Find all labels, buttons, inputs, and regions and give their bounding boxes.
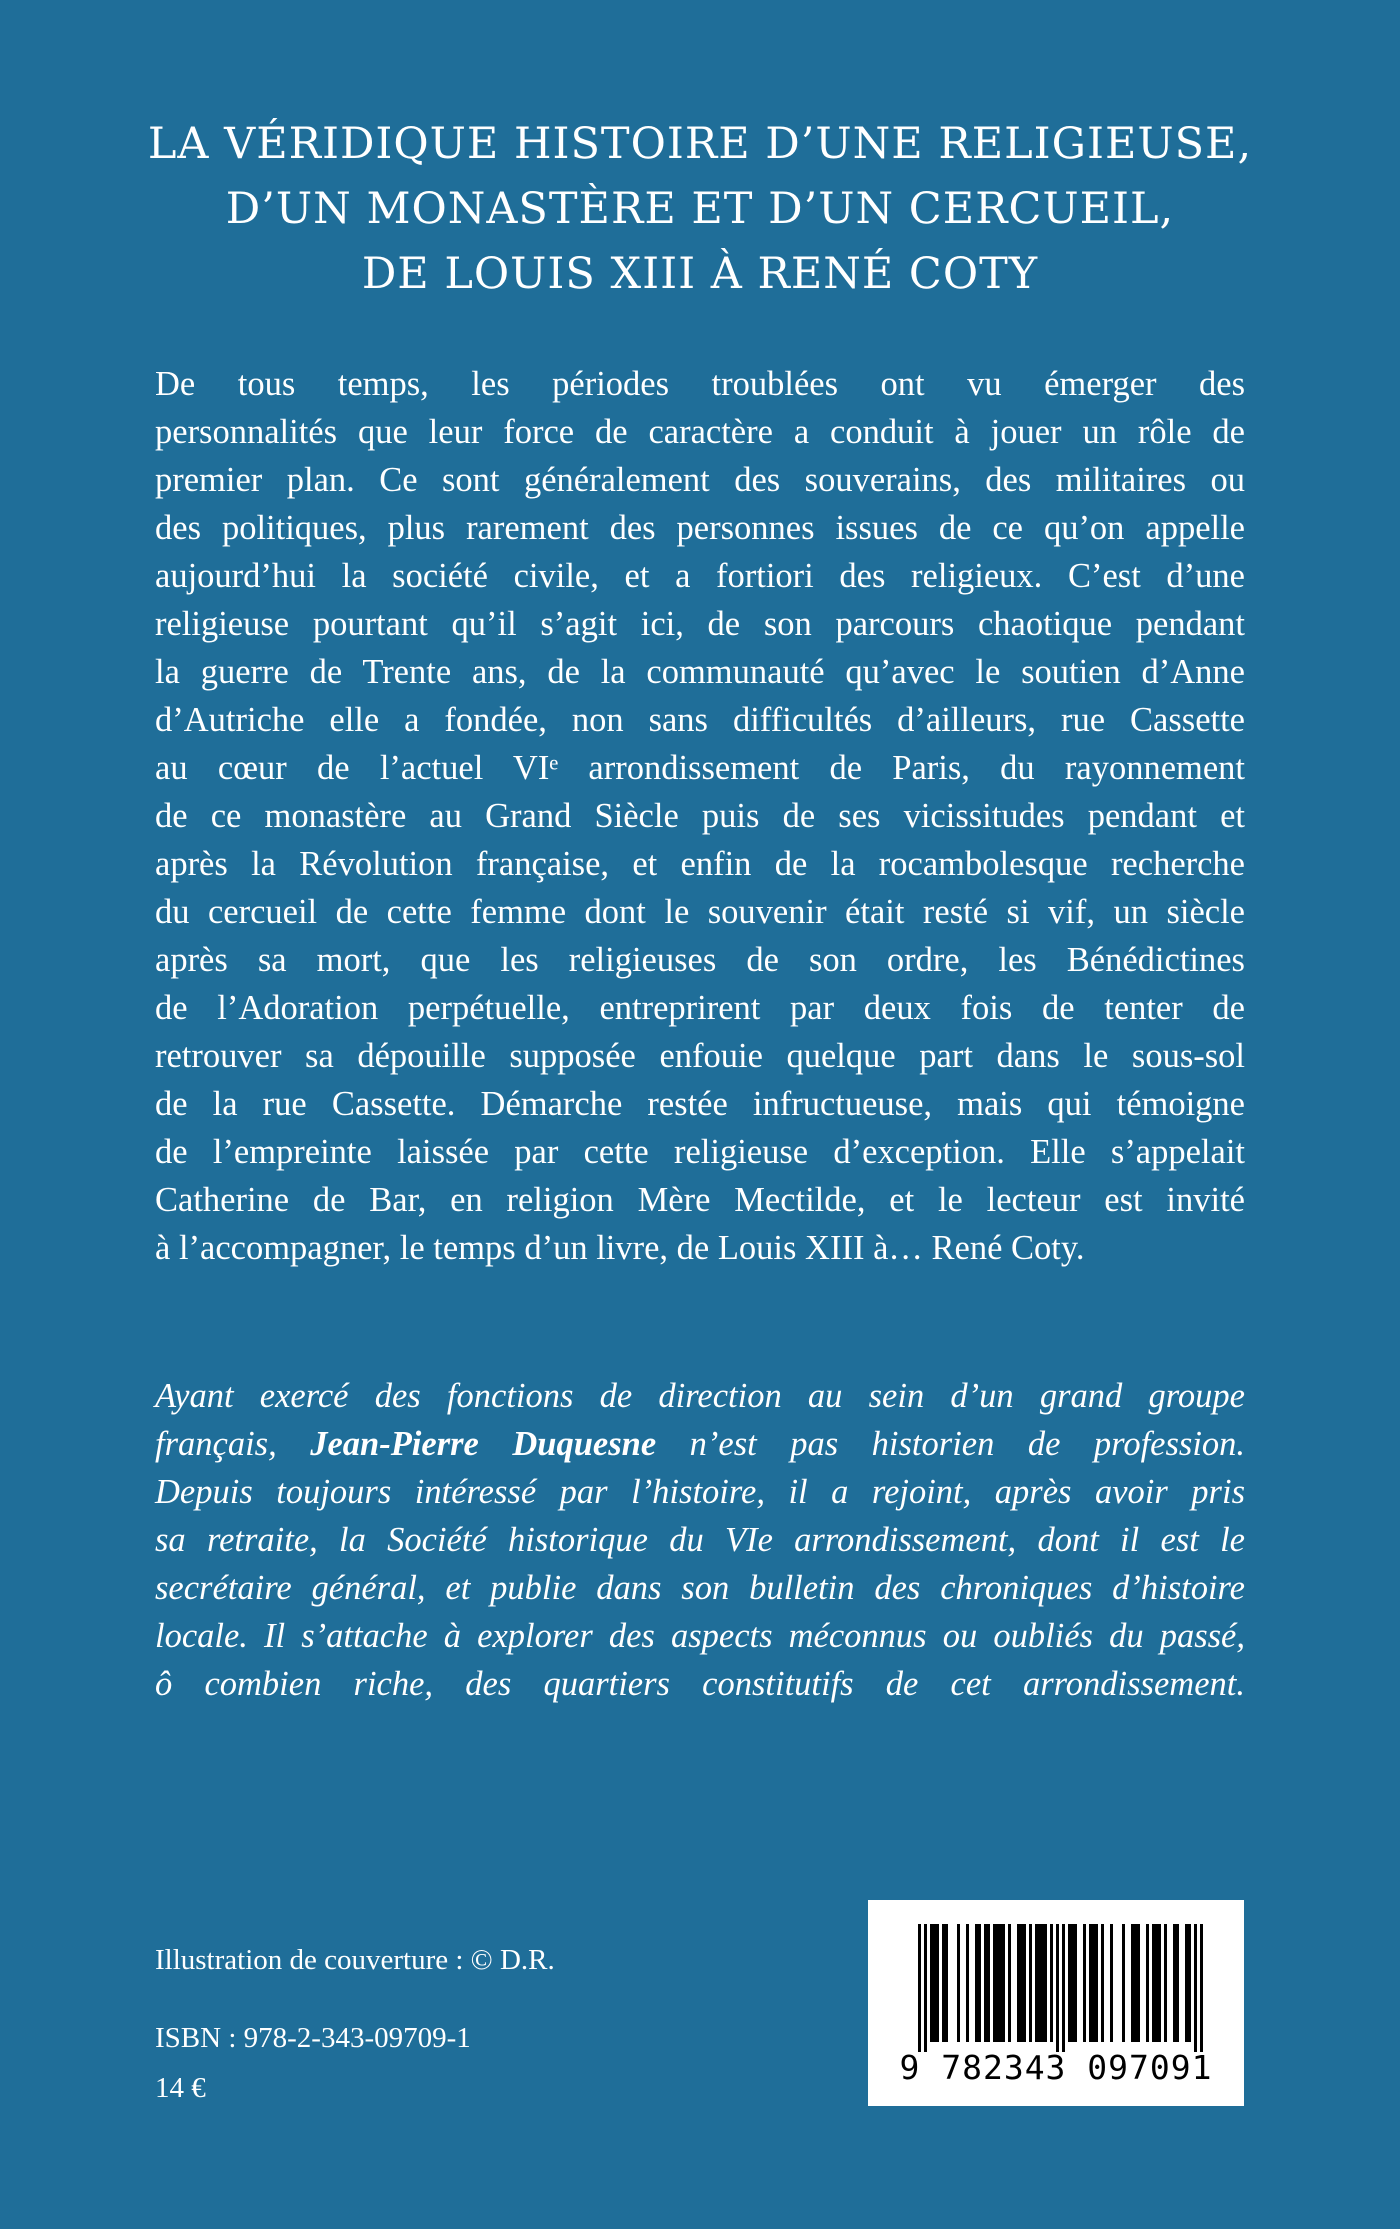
barcode-bar (1068, 1924, 1071, 2042)
barcode-bar (933, 1924, 936, 2042)
bio-text: français, (155, 1425, 277, 1463)
barcode-bar (1122, 1924, 1125, 2042)
barcode-bar (1008, 1924, 1011, 2042)
summary-line: après sa mort, que les religieuses de son ordre, les Bénédictines (155, 941, 1245, 979)
summary-line: des politiques, plus rarement des personnes issues de ce qu’on appelle (155, 509, 1245, 547)
summary-line: aujourd’hui la société civile, et a fortiori des religieux. C’est d’une (155, 557, 1245, 595)
barcode-bar (978, 1924, 981, 2042)
barcode-bar (1071, 1924, 1074, 2042)
bio-line: sa retraite, la Société historique du VIe arrondissement, dont il est le (155, 1521, 1245, 1559)
barcode-bar (1029, 1924, 1032, 2042)
bio-line (155, 1420, 1245, 1468)
barcode-bar (1020, 1924, 1023, 2042)
summary-line: retrouver sa dépouille supposée enfouie quelque part dans le sous-sol (155, 1037, 1245, 1075)
barcode-bar (1134, 1924, 1137, 2042)
book-summary (155, 360, 1245, 1272)
barcode-bar (1152, 1924, 1155, 2042)
barcode-bar (993, 1924, 996, 2042)
barcode-bar (1056, 1924, 1059, 2052)
summary-line: de l’Adoration perpétuelle, entreprirent par deux fois de tenter de (155, 989, 1245, 1027)
barcode-bar (1074, 1924, 1077, 2042)
title-line: DE LOUIS XIII À RENÉ COTY (361, 249, 1039, 299)
barcode-bar (1200, 1924, 1203, 2052)
summary-line: religieuse pourtant qu’il s’agit ici, de son parcours chaotique pendant (155, 605, 1245, 643)
barcode-bar (936, 1924, 939, 2042)
barcode-bar (1164, 1924, 1167, 2042)
barcode-bar (1062, 1924, 1065, 2052)
barcode-bar (1185, 1924, 1188, 2042)
barcode-bar (984, 1924, 987, 2042)
cover-illustration-credit: Illustration de couverture : © D.R. (155, 1944, 555, 1976)
barcode-bar (1176, 1924, 1179, 2042)
barcode-bar (1158, 1924, 1161, 2042)
summary-line: de la rue Cassette. Démarche restée infructueuse, mais qui témoigne (155, 1085, 1245, 1123)
summary-line: premier plan. Ce sont généralement des souverains, des militaires ou (155, 461, 1245, 499)
barcode-bar (1092, 1924, 1095, 2042)
author-bio (155, 1372, 1245, 1708)
barcode-bar (1002, 1924, 1005, 2042)
barcode (868, 1900, 1244, 2106)
barcode-bar (1155, 1924, 1158, 2042)
summary-line: De tous temps, les périodes troublées ont vu émerger des (155, 365, 1245, 403)
summary-line: Catherine de Bar, en religion Mère Mectilde, et le lecteur est invité (155, 1181, 1245, 1219)
bio-line: locale. Il s’attache à explorer des aspects méconnus ou oubliés du passé, (155, 1617, 1245, 1655)
barcode-digits: 9 782343 097091 (899, 2048, 1213, 2087)
bio-line: Ayant exercé des fonctions de direction au sein d’un grand groupe (155, 1377, 1245, 1415)
barcode-bar (957, 1924, 960, 2042)
summary-line: la guerre de Trente ans, de la communauté qu’avec le soutien d’Anne (155, 653, 1245, 691)
barcode-bar (1095, 1924, 1098, 2042)
title-line: D’UN MONASTÈRE ET D’UN CERCUEIL, (225, 184, 1175, 234)
bio-line: secrétaire général, et publie dans son bulletin des chroniques d’histoire (155, 1569, 1245, 1607)
barcode-bar (924, 1924, 927, 2052)
barcode-bar (942, 1924, 945, 2042)
barcode-bar (1041, 1924, 1044, 2042)
author-name: Jean-Pierre Duquesne (310, 1425, 657, 1463)
barcode-bar (996, 1924, 999, 2042)
barcode-bar (1050, 1924, 1053, 2042)
barcode-bar (1017, 1924, 1020, 2042)
summary-line: du cercueil de cette femme dont le souvenir était resté si vif, un siècle (155, 893, 1245, 931)
barcode-bar (918, 1924, 921, 2052)
barcode-bar (1044, 1924, 1047, 2042)
summary-line: personnalités que leur force de caractère a conduit à jouer un rôle de (155, 413, 1245, 451)
summary-line: au cœur de l’actuel VIᵉ arrondissement de Paris, du rayonnement (155, 749, 1245, 787)
summary-line: à l’accompagner, le temps d’un livre, de Louis XIII à… René Coty. (155, 1229, 1085, 1267)
barcode-bar (1146, 1924, 1149, 2042)
barcode-bar (1194, 1924, 1197, 2052)
barcode-bar (1131, 1924, 1134, 2042)
barcode-bar (1089, 1924, 1092, 2042)
isbn: ISBN : 978-2-343-09709-1 (155, 2022, 471, 2054)
bio-line: ô combien riche, des quartiers constitutifs de cet arrondissement. (155, 1665, 1245, 1703)
barcode-bar (999, 1924, 1002, 2042)
title-line: LA VÉRIDIQUE HISTOIRE D’UNE RELIGIEUSE, (147, 119, 1253, 169)
barcode-bar (1101, 1924, 1104, 2042)
book-title (120, 112, 1280, 307)
barcode-bar (1035, 1924, 1038, 2042)
barcode-bar (975, 1924, 978, 2042)
barcode-bar (987, 1924, 990, 2042)
summary-line: après la Révolution française, et enfin de la rocambolesque recherche (155, 845, 1245, 883)
barcode-bar (1137, 1924, 1140, 2042)
summary-line: d’Autriche elle a fondée, non sans difficultés d’ailleurs, rue Cassette (155, 701, 1245, 739)
barcode-bar (1188, 1924, 1191, 2042)
bio-line: Depuis toujours intéressé par l’histoire, il a rejoint, après avoir pris (155, 1473, 1245, 1511)
barcode-bar (1023, 1924, 1026, 2042)
barcode-bar (966, 1924, 969, 2042)
bio-text: n’est pas historien de profession. (689, 1425, 1246, 1463)
barcode-bar (1173, 1924, 1176, 2042)
price: 14 € (155, 2072, 206, 2104)
barcode-bar (1110, 1924, 1113, 2042)
summary-line: de ce monastère au Grand Siècle puis de ses vicissitudes pendant et (155, 797, 1245, 835)
barcode-bar (1038, 1924, 1041, 2042)
barcode-bar (930, 1924, 933, 2042)
summary-line: de l’empreinte laissée par cette religieuse d’exception. Elle s’appelait (155, 1133, 1245, 1171)
barcode-bar (945, 1924, 948, 2042)
barcode-bar (1083, 1924, 1086, 2042)
